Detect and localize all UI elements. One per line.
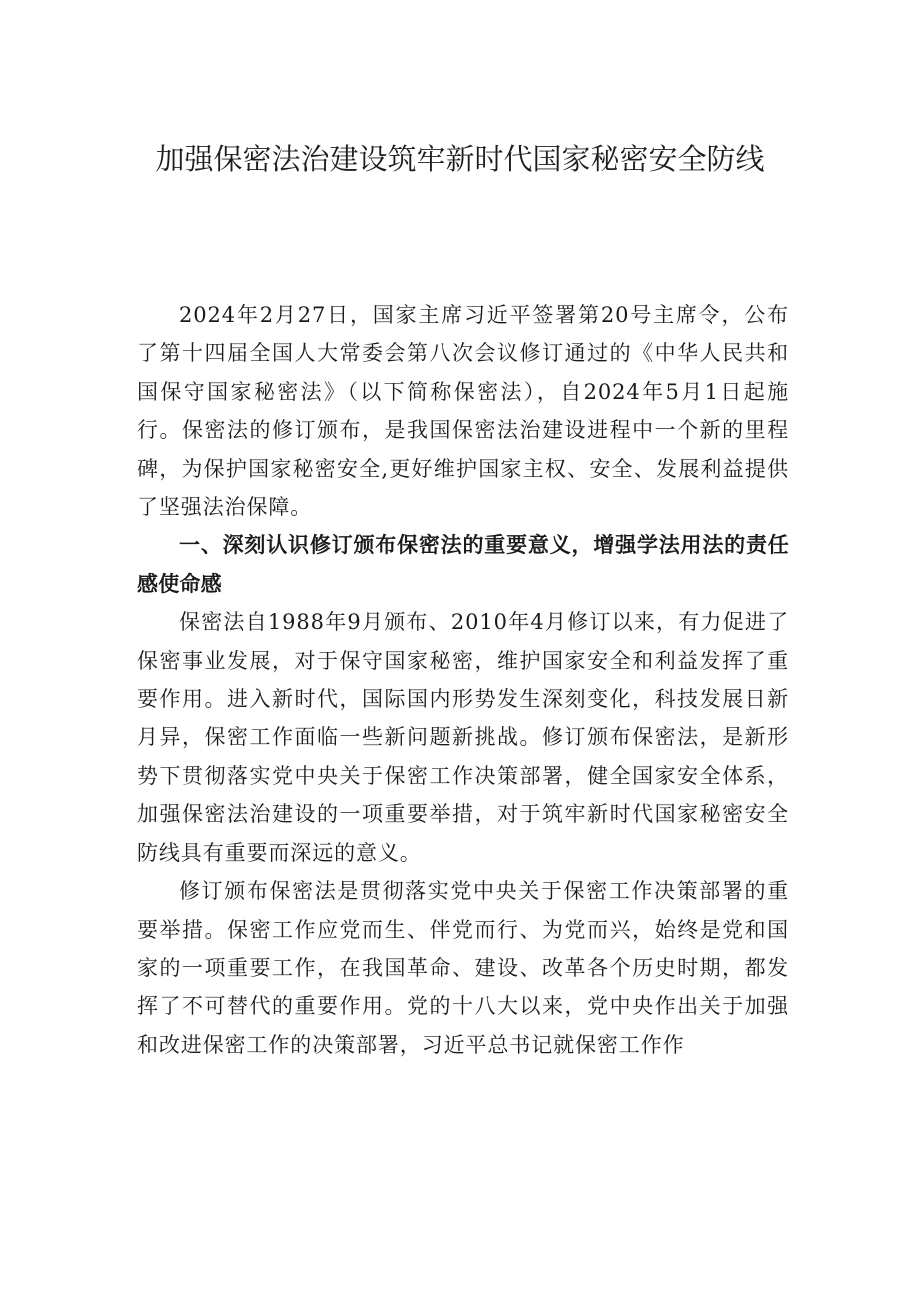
body-paragraph-3: 修订颁布保密法是贯彻落实党中央关于保密工作决策部署的重要举措。保密工作应党而生、伴党而行、为党而兴，始终是党和国家的一项重要工作，在我国革命、建设、改革各个历史时期，都发挥了不可替代的重要作用。党的十八大以来，党中央作出关于加强和改进保密工作的决策部署，习近平总书记就保密工作作 (137, 879, 789, 1057)
body-paragraph-1: 2024年2月27日，国家主席习近平签署第20号主席令，公布了第十四届全国人大常委会第八次会议修订通过的《中华人民共和国保守国家秘密法》（以下简称保密法），自2024年5月1日起施行。保密法的修订颁布，是我国保密法治建设进程中一个新的里程碑，为保护国家秘密安全,更好维护国家主权、安全、发展利益提供了坚强法治保障。 (137, 303, 789, 520)
document-body (137, 296, 789, 1064)
document-title: 加强保密法治建设筑牢新时代国家秘密安全防线 (155, 142, 765, 176)
section-heading-1: 一、深刻认识修订颁布保密法的重要意义，增强学法用法的责任感使命感 (137, 533, 789, 596)
body-paragraph-2: 保密法自1988年9月颁布、2010年4月修订以来，有力促进了保密事业发展，对于保守国家秘密，维护国家安全和利益发挥了重要作用。进入新时代，国际国内形势发生深刻变化，科技发展日新月异，保密工作面临一些新问题新挑战。修订颁布保密法，是新形势下贯彻落实党中央关于保密工作决策部署，健全国家安全体系，加强保密法治建设的一项重要举措，对于筑牢新时代国家秘密安全防线具有重要而深远的意义。 (137, 610, 789, 865)
